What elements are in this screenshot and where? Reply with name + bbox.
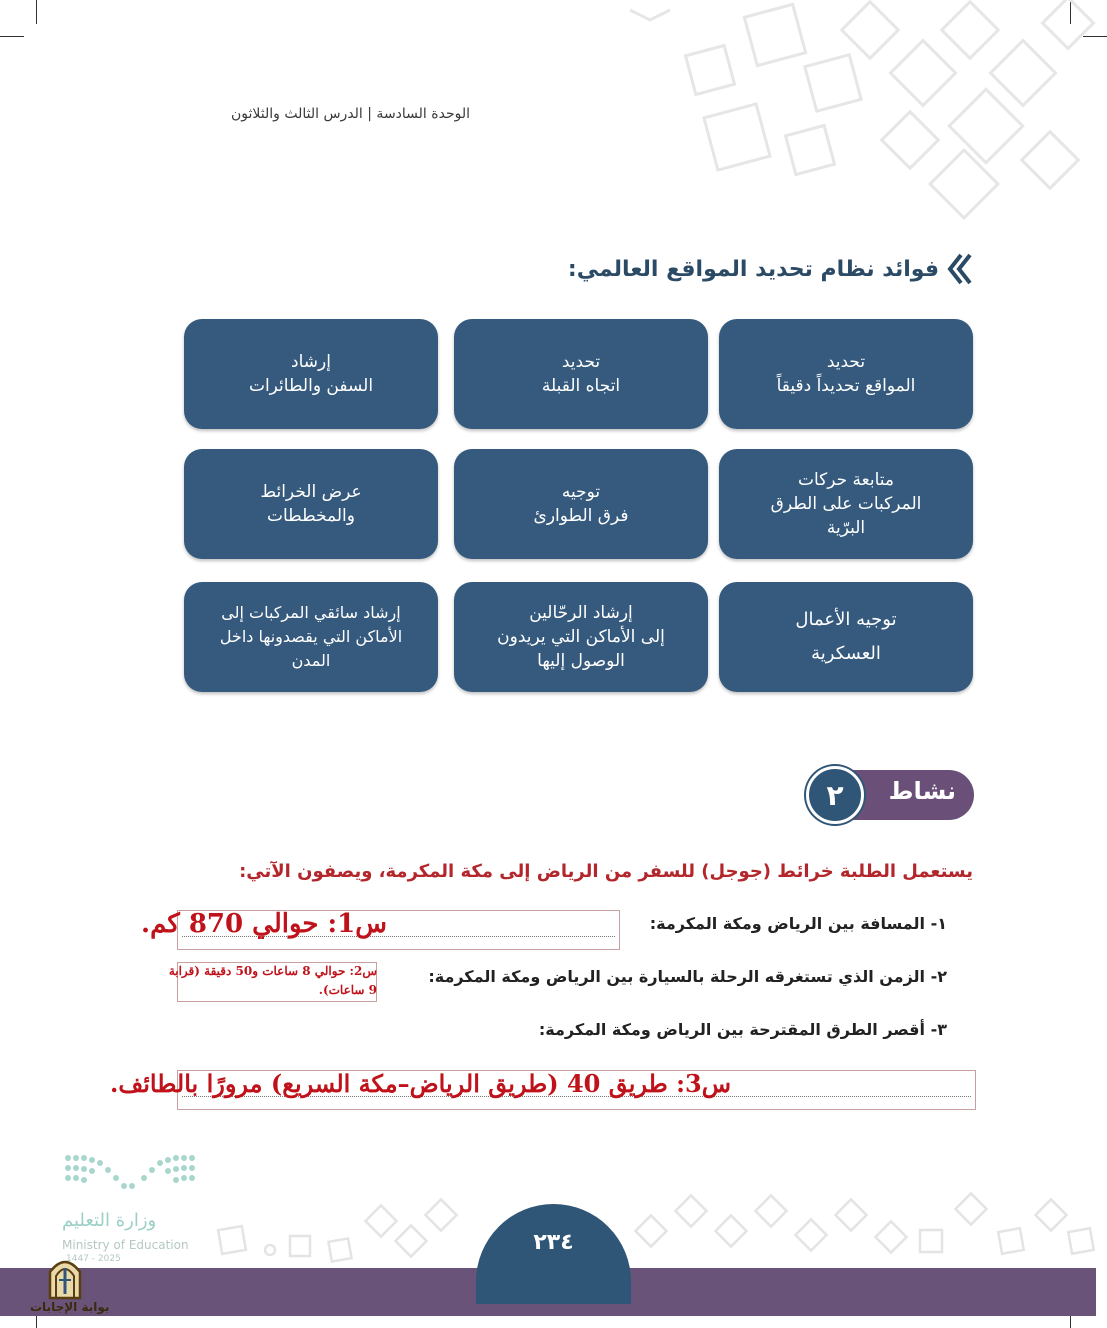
answer-2-line-1: س2: حوالي 8 ساعات و50 دقيقة (قرابة xyxy=(168,964,377,978)
page-number: ٢٣٤ xyxy=(533,1230,574,1255)
benefit-line: الأماكن التي يقصدونها داخل xyxy=(219,627,403,646)
benefit-card xyxy=(454,449,708,559)
benefit-card xyxy=(454,319,708,429)
benefit-line: إلى الأماكن التي يريدون xyxy=(497,627,665,647)
benefit-line: تحديد xyxy=(826,352,866,372)
running-head: الوحدة السادسة | الدرس الثالث والثلاثون xyxy=(231,106,470,122)
benefit-line: إرشاد الرحّالين xyxy=(529,603,633,623)
benefit-line: السفن والطائرات xyxy=(248,376,374,396)
answer-2-line-2: 9 ساعات). xyxy=(318,983,377,997)
benefit-card xyxy=(184,582,438,692)
benefit-line: الوصول إليها xyxy=(537,651,625,671)
benefit-card xyxy=(719,449,973,559)
benefit-card xyxy=(184,319,438,429)
benefit-line: فرق الطوارئ xyxy=(533,506,629,526)
answer-3: س3: طريق 40 (طريق الرياض–مكة السريع) مرورًا بالطائف. xyxy=(110,1069,731,1098)
benefit-card xyxy=(719,319,973,429)
benefit-line: البرّية xyxy=(826,518,866,538)
crop-mark xyxy=(36,0,37,24)
site-label: بوابة الإجابات xyxy=(30,1300,110,1314)
question-3: ٣- أقصر الطرق المقترحة بين الرياض ومكة المكرمة: xyxy=(538,1020,947,1039)
question-1: ١- المسافة بين الرياض ومكة المكرمة: xyxy=(649,914,947,933)
benefit-line: تحديد xyxy=(561,352,601,372)
answer-1: س1: حوالي 870 كم. xyxy=(141,909,387,939)
ministry-years: 2025 - 1447 xyxy=(66,1254,121,1264)
benefit-line: العسكرية xyxy=(811,643,881,664)
benefit-line: إرشاد سائقي المركبات إلى xyxy=(221,603,401,622)
ministry-name-ar: وزارة التعليم xyxy=(62,1210,157,1231)
ministry-emblem-icon xyxy=(60,1150,200,1200)
benefit-line: المواقع تحديداً دقيقاً xyxy=(776,376,916,396)
benefit-card xyxy=(719,582,973,692)
benefit-line: توجيه الأعمال xyxy=(795,609,897,630)
benefit-line: عرض الخرائط xyxy=(260,482,362,502)
activity-label: نشاط xyxy=(888,777,956,805)
activity-badge xyxy=(806,766,974,824)
double-chevron-icon xyxy=(947,252,973,286)
section-title: فوائد نظام تحديد المواقع العالمي: xyxy=(567,256,939,282)
benefit-card xyxy=(454,582,708,692)
benefit-line: اتجاه القبلة xyxy=(541,376,621,396)
benefit-line: توجيه xyxy=(561,482,601,502)
question-2: ٢- الزمن الذي تستغرقه الرحلة بالسيارة بين الرياض ومكة المكرمة: xyxy=(428,967,947,986)
benefit-card xyxy=(184,449,438,559)
site-logo-icon xyxy=(44,1254,86,1300)
ministry-logo xyxy=(60,1150,200,1264)
decorative-pattern xyxy=(600,0,1107,230)
ministry-name-en: Ministry of Education xyxy=(62,1238,189,1252)
section-heading xyxy=(568,252,973,286)
benefit-line: والمخططات xyxy=(267,506,355,526)
activity-number: ٢ xyxy=(806,766,864,824)
benefit-line: المركبات على الطرق xyxy=(770,494,922,514)
decorative-pattern xyxy=(200,1190,1107,1270)
benefit-line: إرشاد xyxy=(291,352,331,372)
benefit-line: متابعة حركات xyxy=(797,470,895,490)
benefit-line: المدن xyxy=(291,651,331,670)
activity-instruction: يستعمل الطلبة خرائط (جوجل) للسفر من الرياض إلى مكة المكرمة، ويصفون الآتي: xyxy=(239,861,973,882)
crop-mark xyxy=(0,36,24,37)
